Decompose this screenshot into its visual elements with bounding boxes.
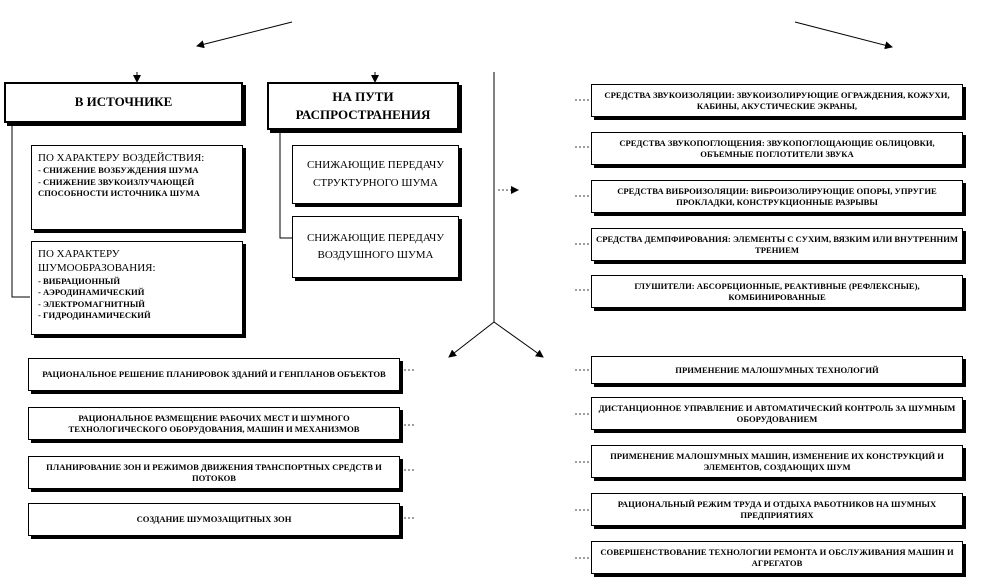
- formation-item: - ВИБРАЦИОННЫЙ: [38, 275, 121, 286]
- impact-item: - СНИЖЕНИЕ ЗВУКОИЗЛУЧАЮЩЕЙ СПОСОБНОСТИ ИСТОЧНИКА ШУМА: [38, 176, 200, 199]
- planning-box: [28, 358, 400, 391]
- bottom-right-arrow: [494, 322, 543, 357]
- means-text: СРЕДСТВА ДЕМПФИРОВАНИЯ: ЭЛЕМЕНТЫ С СУХИМ, ВЯЗКИМ ИЛИ ВНУТРЕННИМ ТРЕНИЕМ: [595, 233, 959, 255]
- means-text: СРЕДСТВА ЗВУКОИЗОЛЯЦИИ: ЗВУКОИЗОЛИРУЮЩИЕ ОГРАЖДЕНИЯ, КОЖУХИ, КАБИНЫ, АКУСТИЧЕСКИЕ ЭКРАНЫ,: [604, 89, 950, 111]
- structural-box: [292, 145, 459, 204]
- planning-box: [28, 407, 400, 440]
- path-title: НА ПУТИ РАСПРОСТРАНЕНИЯ: [295, 89, 431, 122]
- organizational-text: ПРИМЕНЕНИЕ МАЛОШУМНЫХ ТЕХНОЛОГИЙ: [675, 364, 879, 375]
- organizational-box: [591, 397, 963, 430]
- organizational-box: [591, 541, 963, 574]
- means-box: [591, 275, 963, 308]
- organizational-box: [591, 445, 963, 478]
- means-box: [591, 228, 963, 261]
- planning-text: РАЦИОНАЛЬНОЕ РЕШЕНИЕ ПЛАНИРОВОК ЗДАНИЙ И ГЕНПЛАНОВ ОБЪЕКТОВ: [42, 369, 386, 380]
- means-text: СРЕДСТВА ЗВУКОПОГЛОЩЕНИЯ: ЗВУКОПОГЛОЩАЮЩИЕ ОБЛИЦОВКИ, ОБЪЕМНЫЕ ПОГЛОТИТЕЛИ ЗВУКА: [619, 137, 935, 159]
- means-box: [591, 132, 963, 165]
- means-box: [591, 84, 963, 117]
- path-title-box: [267, 82, 459, 130]
- structural-text: СНИЖАЮЩИЕ ПЕРЕДАЧУ СТРУКТУРНОГО ШУМА: [306, 159, 445, 189]
- organizational-box: [591, 356, 963, 384]
- organizational-text: ДИСТАНЦИОННОЕ УПРАВЛЕНИЕ И АВТОМАТИЧЕСКИЙ КОНТРОЛЬ ЗА ШУМНЫМ ОБОРУДОВАНИЕМ: [598, 402, 956, 424]
- organizational-box: [591, 493, 963, 526]
- planning-box: [28, 456, 400, 489]
- planning-text: ПЛАНИРОВАНИЕ ЗОН И РЕЖИМОВ ДВИЖЕНИЯ ТРАНСПОРТНЫХ СРЕДСТВ И ПОТОКОВ: [46, 461, 382, 483]
- organizational-text: ПРИМЕНЕНИЕ МАЛОШУМНЫХ МАШИН, ИЗМЕНЕНИЕ ИХ КОНСТРУКЦИЙ И ЭЛЕМЕНТОВ, СОЗДАЮЩИХ ШУМ: [610, 450, 944, 472]
- impact-heading: ПО ХАРАКТЕРУ ВОЗДЕЙСТВИЯ:: [38, 152, 205, 164]
- source-title: В ИСТОЧНИКЕ: [74, 94, 173, 110]
- bottom-left-arrow: [449, 322, 494, 357]
- formation-box: [31, 241, 243, 335]
- organizational-text: СОВЕРШЕНСТВОВАНИЕ ТЕХНОЛОГИИ РЕМОНТА И ОБСЛУЖИВАНИЯ МАШИН И АГРЕГАТОВ: [600, 546, 954, 568]
- means-box: [591, 180, 963, 213]
- formation-item: - АЭРОДИНАМИЧЕСКИЙ: [38, 287, 145, 298]
- source-bracket: [12, 112, 30, 297]
- means-text: СРЕДСТВА ВИБРОИЗОЛЯЦИИ: ВИБРОИЗОЛИРУЮЩИЕ ОПОРЫ, УПРУГИЕ ПРОКЛАДКИ, КОНСТРУКЦИОННЫЕ РАЗРЫВЫ: [617, 185, 937, 207]
- formation-heading: ПО ХАРАКТЕРУ ШУМООБРАЗОВАНИЯ:: [38, 248, 156, 275]
- organizational-text: РАЦИОНАЛЬНЫЙ РЕЖИМ ТРУДА И ОТДЫХА РАБОТНИКОВ НА ШУМНЫХ ПРЕДПРИЯТИЯХ: [617, 498, 937, 520]
- impact-box: [31, 145, 243, 230]
- planning-text: СОЗДАНИЕ ШУМОЗАЩИТНЫХ ЗОН: [136, 514, 292, 525]
- airborne-box: [292, 216, 459, 278]
- planning-text: РАЦИОНАЛЬНОЕ РАЗМЕЩЕНИЕ РАБОЧИХ МЕСТ И ШУМНОГО ТЕХНОЛОГИЧЕСКОГО ОБОРУДОВАНИЯ, МАШИН И МЕХАНИЗМОВ: [68, 412, 360, 434]
- formation-item: - ГИДРОДИНАМИЧЕСКИЙ: [38, 310, 151, 321]
- formation-item: - ЭЛЕКТРОМАГНИТНЫЙ: [38, 298, 145, 309]
- path-bracket: [280, 132, 292, 238]
- source-title-box: [4, 82, 243, 123]
- top-left-arrow: [197, 22, 292, 46]
- means-text: ГЛУШИТЕЛИ: АБСОРБЦИОННЫЕ, РЕАКТИВНЫЕ (РЕФЛЕКСНЫЕ), КОМБИНИРОВАННЫЕ: [634, 280, 920, 302]
- planning-box: [28, 503, 400, 536]
- impact-item: - СНИЖЕНИЕ ВОЗБУЖДЕНИЯ ШУМА: [38, 165, 199, 176]
- airborne-text: СНИЖАЮЩИЕ ПЕРЕДАЧУ ВОЗДУШНОГО ШУМА: [306, 231, 445, 261]
- top-right-arrow: [795, 22, 892, 47]
